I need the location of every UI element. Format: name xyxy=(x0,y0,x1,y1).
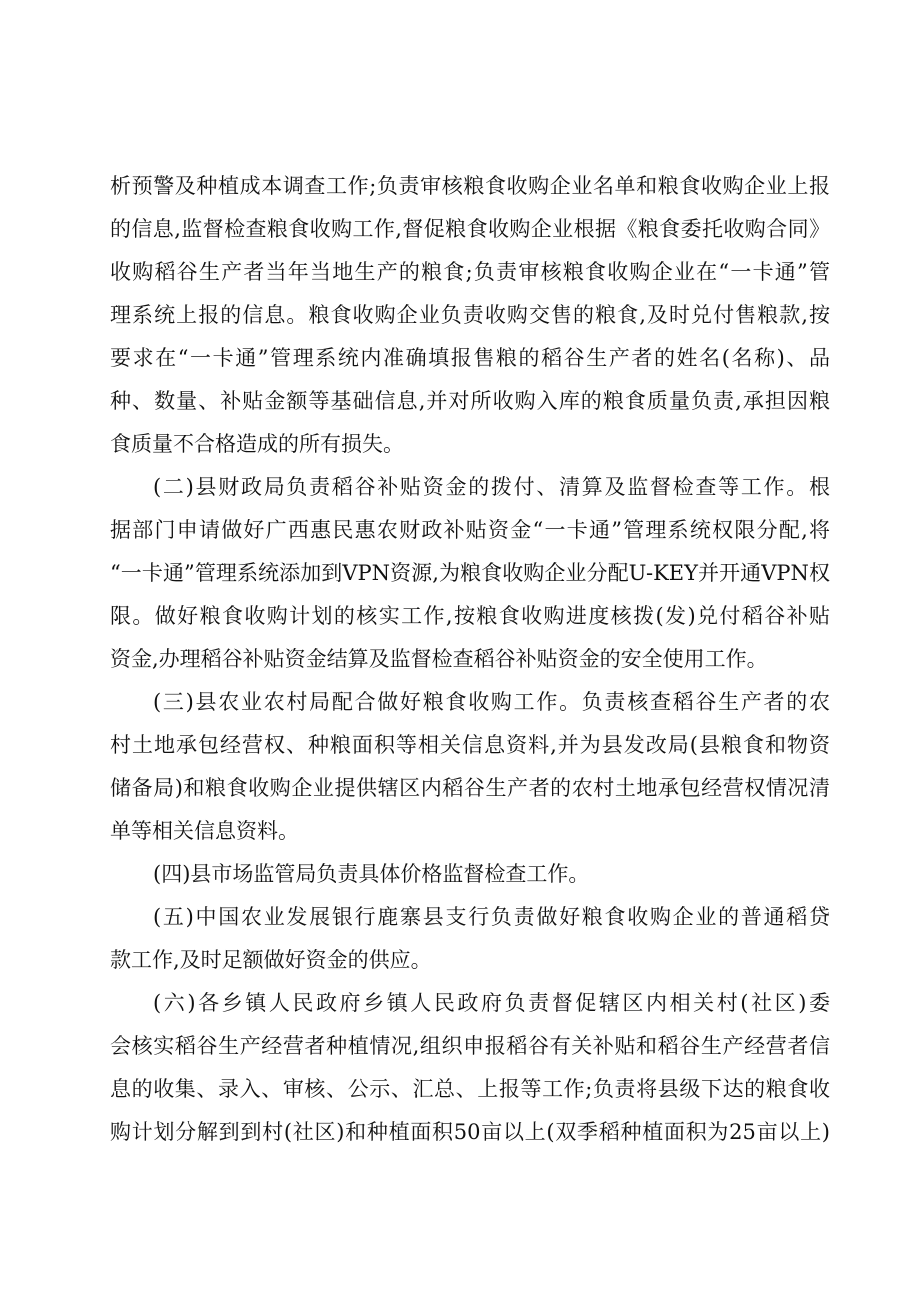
paragraph-line: 理系统上报的信息。粮食收购企业负责收购交售的粮食,及时兑付售粮款,按 xyxy=(110,303,830,327)
paragraph-line: 据部门申请做好广西惠民惠农财政补贴资金“一卡通”管理系统权限分配,将 xyxy=(110,518,830,542)
paragraph-line: 种、数量、补贴金额等基础信息,并对所收购入库的粮食质量负责,承担因粮 xyxy=(110,389,830,413)
paragraph-line: 资金,办理稻谷补贴资金结算及监督检查稻谷补贴资金的安全使用工作。 xyxy=(110,647,768,671)
paragraph-line: 储备局)和粮食收购企业提供辖区内稻谷生产者的农村土地承包经营权情况清 xyxy=(110,776,830,800)
paragraph-line: 款工作,及时足额做好资金的供应。 xyxy=(110,948,432,972)
paragraph-line: (四)县市场监管局负责具体价格监督检查工作。 xyxy=(153,862,590,886)
paragraph-line: 食质量不合格造成的所有损失。 xyxy=(110,432,404,456)
paragraph-line: 购计划分解到到村(社区)和种植面积50亩以上(双季稻种植面积为25亩以上) xyxy=(110,1120,830,1144)
paragraph-line: (六)各乡镇人民政府乡镇人民政府负责督促辖区内相关村(社区)委 xyxy=(153,991,830,1015)
paragraph-line: 息的收集、录入、审核、公示、汇总、上报等工作;负责将县级下达的粮食收 xyxy=(110,1077,830,1101)
paragraph-line: 的信息,监督检查粮食收购工作,督促粮食收购企业根据《粮食委托收购合同》 xyxy=(110,217,830,241)
paragraph-line: “一卡通”管理系统添加到VPN资源,为粮食收购企业分配U-KEY并开通VPN权 xyxy=(110,561,830,585)
paragraph-line: 要求在“一卡通”管理系统内准确填报售粮的稻谷生产者的姓名(名称)、品 xyxy=(110,346,830,370)
paragraph-line: (三)县农业农村局配合做好粮食收购工作。负责核查稻谷生产者的农 xyxy=(153,690,830,714)
paragraph-line: 会核实稻谷生产经营者种植情况,组织申报稻谷有关补贴和稻谷生产经营者信 xyxy=(110,1034,830,1058)
paragraph-line: (二)县财政局负责稻谷补贴资金的拨付、清算及监督检查等工作。根 xyxy=(153,475,830,499)
paragraph-line: (五)中国农业发展银行鹿寨县支行负责做好粮食收购企业的普通稻贷 xyxy=(153,905,830,929)
paragraph-line: 限。做好粮食收购计划的核实工作,按粮食收购进度核拨(发)兑付稻谷补贴 xyxy=(110,604,830,628)
paragraph-line: 村土地承包经营权、种粮面积等相关信息资料,并为县发改局(县粮食和物资 xyxy=(110,733,830,757)
paragraph-line: 单等相关信息资料。 xyxy=(110,819,299,843)
paragraph-line: 收购稻谷生产者当年当地生产的粮食;负责审核粮食收购企业在“一卡通”管 xyxy=(110,260,830,284)
paragraph-line: 析预警及种植成本调查工作;负责审核粮食收购企业名单和粮食收购企业上报 xyxy=(110,174,830,198)
